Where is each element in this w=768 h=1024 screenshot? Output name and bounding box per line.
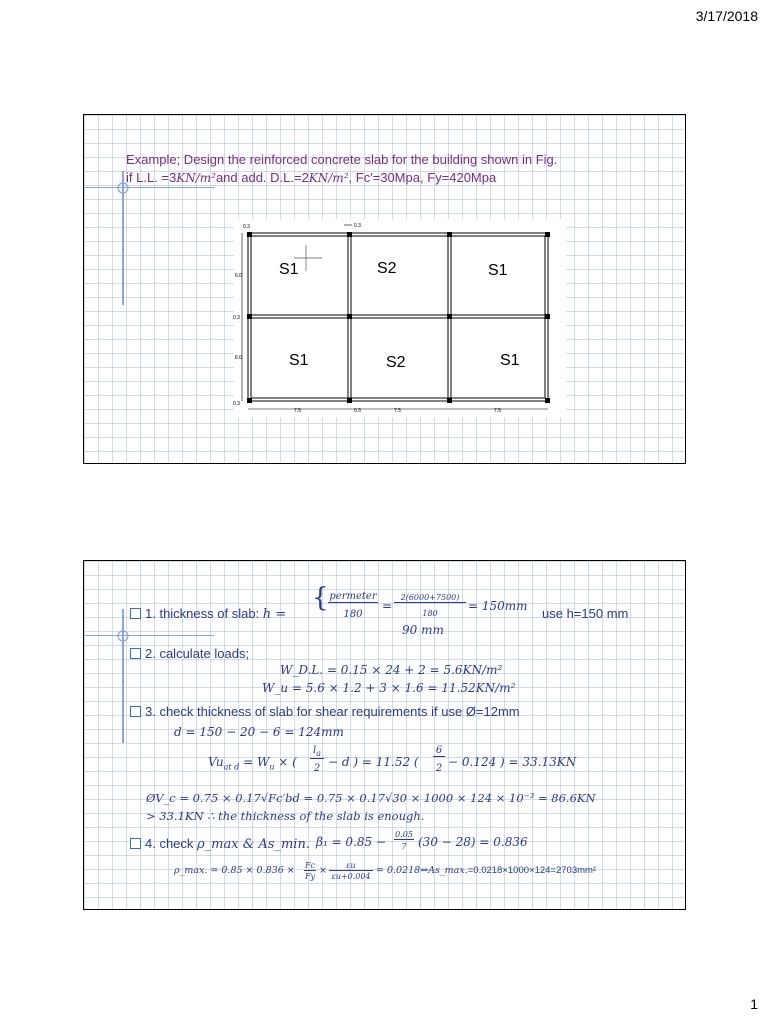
thickness-result: = 150mm xyxy=(468,599,528,613)
frac-numerator: 0.05 xyxy=(395,830,413,839)
frac-denominator: 2 xyxy=(435,763,443,774)
frac-numerator: εu xyxy=(329,861,373,871)
frac-numerator: $l_a$ xyxy=(310,745,324,759)
step-2: 2. calculate loads; xyxy=(130,645,249,663)
times: × xyxy=(319,865,327,876)
frac-numerator: 2(6000+7500) xyxy=(394,593,466,603)
frac-numerator: 6 xyxy=(433,745,445,757)
dim-label: 7.5 xyxy=(394,408,401,414)
slide-2 xyxy=(83,560,686,910)
checkbox-bullet-icon xyxy=(130,838,141,849)
step-3: 3. check thickness of slab for shear requirements if use Ø=12mm xyxy=(130,703,520,721)
panel-label: S1 xyxy=(289,352,309,369)
frac-denominator: 180 xyxy=(422,609,438,618)
alt-thickness: 90 mm xyxy=(402,623,444,637)
equation-wu: W_u = 5.6 × 1.2 + 3 × 1.6 = 11.52KN/m² xyxy=(262,681,516,695)
page-date: 3/17/2018 xyxy=(695,8,758,24)
example-line-2: if L.L. =3KN/m²and add. D.L.=2KN/m², Fc′=30Mpa, Fy=420Mpa xyxy=(126,170,497,185)
dim-label: 6.0 xyxy=(235,273,242,279)
dim-label: 7.5 xyxy=(494,408,501,414)
dim-label: 0.3 xyxy=(354,408,361,414)
slide-1 xyxy=(83,114,686,464)
equation-rho-result: = 0.0218⇔As_max.=0.0218×1000×124=2703mm² xyxy=(376,865,597,876)
panel-label: S2 xyxy=(386,354,406,371)
panel-label: S1 xyxy=(279,261,299,278)
panel-label: S1 xyxy=(500,352,520,369)
example-text xyxy=(126,151,666,187)
frac-denominator: 7 xyxy=(401,842,407,851)
frac-denominator: εu+0.004 xyxy=(331,872,371,881)
frac-denominator: 180 xyxy=(343,609,363,620)
panel-label: S1 xyxy=(488,262,508,279)
frac-denominator: Fy xyxy=(304,872,316,881)
use-h-text: use h=150 mm xyxy=(542,606,629,621)
crosshair-icon xyxy=(116,629,130,643)
checkbox-bullet-icon xyxy=(130,648,141,659)
brace: { xyxy=(312,583,329,613)
equation-d: d = 150 − 20 − 6 = 124mm xyxy=(174,725,344,739)
dim-label: 0.3 xyxy=(233,401,240,407)
equation-phivc: ØV_c = 0.75 × 0.17√Fc′bd = 0.75 × 0.17√30 × 1000 × 124 × 10⁻³ = 86.6KN xyxy=(146,791,596,805)
dim-label: 7.5 xyxy=(294,408,301,414)
panel-label: S2 xyxy=(377,260,397,277)
dim-label: 0.3 xyxy=(243,224,250,230)
dim-label: 0.3 xyxy=(233,315,240,321)
checkbox-bullet-icon xyxy=(130,608,141,619)
example-line-1: Example; Design the reinforced concrete slab for the building shown in Fig. xyxy=(126,152,558,167)
decor-horizontal-line xyxy=(84,635,214,636)
step-1: 1. thickness of slab: h = xyxy=(130,605,286,624)
equation-vu: $Vu_{at d} = W_u$ × ( xyxy=(208,755,297,772)
equation-wdl: W_D.L. = 0.15 × 24 + 2 = 5.6KN/m² xyxy=(280,663,503,677)
equation-vu-mid: − d ) = 11.52 ( xyxy=(328,755,419,769)
page-number: 1 xyxy=(750,996,758,1012)
dim-label: 6.0 xyxy=(235,355,242,361)
decor-horizontal-line xyxy=(84,187,214,188)
equation-vu-result: − 0.124 ) = 33.13KN xyxy=(448,755,577,769)
equation-beta: β₁ = 0.85 − xyxy=(316,835,387,849)
conclusion-text: > 33.1KN ∴ the thickness of the slab is enough. xyxy=(146,809,425,823)
equation-rho: ρ_max. = 0.85 × 0.836 × xyxy=(174,865,295,876)
equals: = xyxy=(382,599,393,613)
frac-numerator: Fc xyxy=(304,861,316,870)
dim-label: 0.3 xyxy=(354,223,361,229)
equation-beta-result: (30 − 28) = 0.836 xyxy=(418,835,528,849)
slab-floor-plan xyxy=(234,219,566,417)
step-4: 4. check ρ_max & As_min. xyxy=(130,835,310,854)
frac-denominator: 2 xyxy=(313,763,321,774)
checkbox-bullet-icon xyxy=(130,706,141,717)
frac-numerator: permeter xyxy=(329,591,377,602)
